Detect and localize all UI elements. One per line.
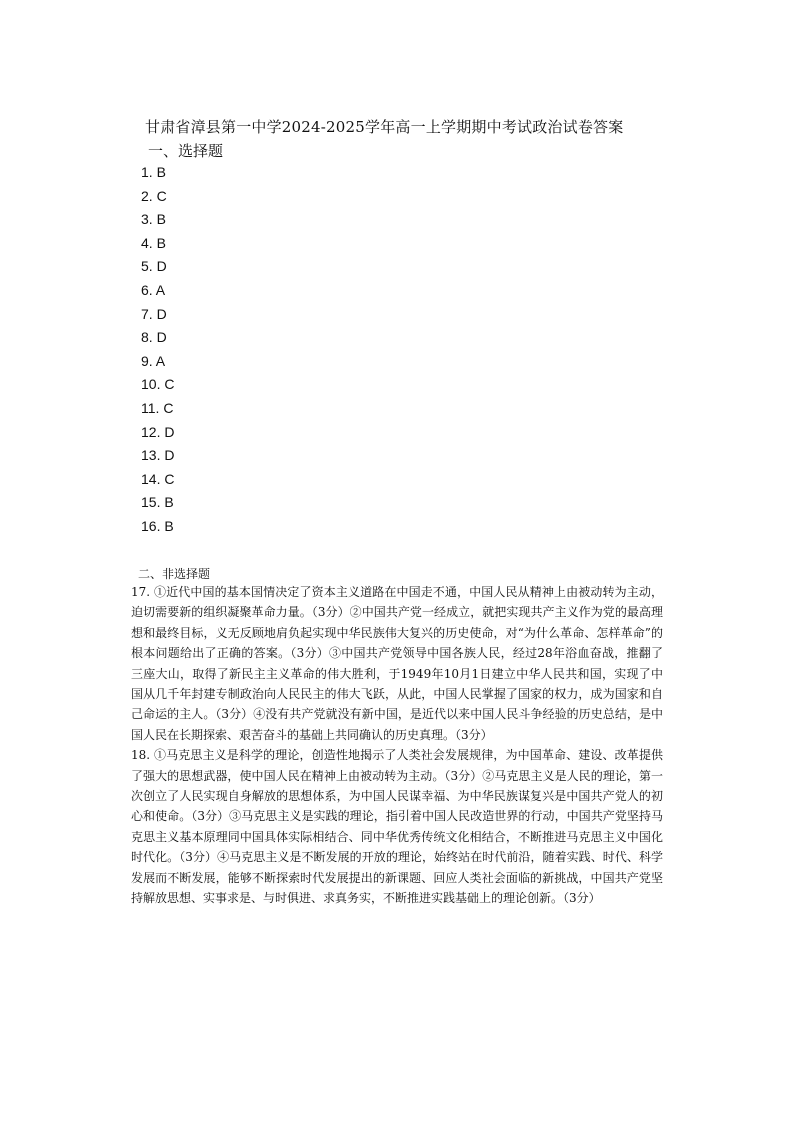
essay-answer-18: 18. ①马克思主义是科学的理论，创造性地揭示了人类社会发展规律，为中国革命、建设、改革提供了强大的思想武器，使中国人民在精神上由被动转为主动。（3分）②马克思主义是人民的理论，第一次创立了人民实现自身解放的思想体系，为中国人民谋幸福、为中华民族谋复兴是中国共产党人的初心和使命。（3分）③马克思主义是实践的理论，指引着中国人民改造世界的行动，中国共产党坚持马克思主义基本原理同中国具体实际相结合、同中华优秀传统文化相结合，不断推进马克思主义中国化时代化。（3分）④马克思主义是不断发展的开放的理论，始终站在时代前沿，随着实践、时代、科学发展而不断发展，能够不断探索时代发展提出的新课题、回应人类社会面临的新挑战，中国共产党坚持解放思想、实事求是、与时俱进、求真务实，不断推进实践基础上的理论创新。（3分） (131, 748, 663, 906)
answer-item: 3. B (141, 211, 166, 228)
answer-item: 10. C (141, 376, 175, 393)
answer-item: 2. C (141, 187, 167, 204)
answer-item: 11. C (141, 399, 174, 416)
answer-list (141, 161, 174, 539)
document-title: 甘肃省漳县第一中学2024-2025学年高一上学期期中考试政治试卷答案 (145, 118, 624, 136)
essay-answer-17: 17. ①近代中国的基本国情决定了资本主义道路在中国走不通，中国人民从精神上由被动转为主动，迫切需要新的组织凝聚革命力量。（3分）②中国共产党一经成立，就把实现共产主义作为党的最高理想和最终目标，义无反顾地肩负起实现中华民族伟大复兴的历史使命，对“为什么革命、怎样革命”的根本问题给出了正确的答案。（3分）③中国共产党领导中国各族人民，经过28年浴血奋战，推翻了三座大山，取得了新民主主义革命的伟大胜利，于1949年10月1日建立中华人民共和国，实现了中国从几千年封建专制政治向人民民主的伟大飞跃，从此，中国人民掌握了国家的权力，成为国家和自己命运的主人。（3分）④没有共产党就没有新中国，是近代以来中国人民斗争经验的历史总结，是中国人民在长期探索、艰苦奋斗的基础上共同确认的历史真理。（3分） (131, 585, 663, 742)
answer-item: 9. A (141, 352, 166, 369)
answer-item: 12. D (141, 423, 175, 440)
answer-item: 15. B (141, 494, 174, 511)
answer-item: 4. B (141, 234, 166, 251)
essay-answers (131, 582, 663, 909)
section-heading-non-choice: 二、非选择题 (138, 567, 211, 581)
answer-item: 7. D (141, 305, 167, 322)
answer-item: 6. A (141, 281, 166, 298)
answer-item: 14. C (141, 470, 175, 487)
answer-item: 13. D (141, 447, 175, 464)
answer-item: 5. D (141, 258, 167, 275)
answer-item: 8. D (141, 329, 167, 346)
answer-item: 1. B (141, 164, 166, 180)
section-heading-multiple-choice: 一、选择题 (148, 142, 224, 160)
answer-item: 16. B (141, 517, 174, 534)
